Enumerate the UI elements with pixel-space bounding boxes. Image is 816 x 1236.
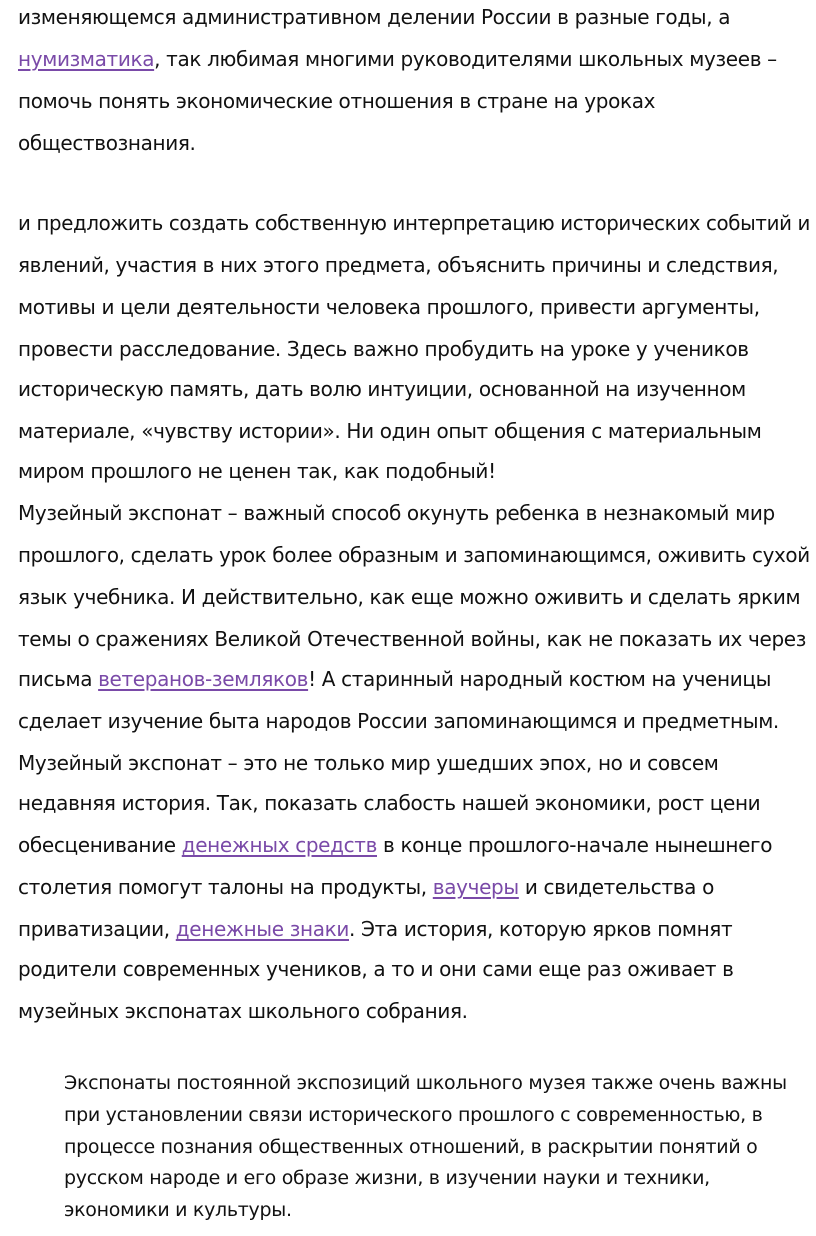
text-span: недавняя история. Так, показать слабость нашей экономики, рост цени (18, 791, 761, 815)
link-veterans[interactable]: ветеранов-земляков (98, 667, 309, 691)
text-span: обществознания. (18, 131, 196, 155)
text-span: миром прошлого не ценен так, как подобный! (18, 459, 496, 483)
paragraph-line (18, 627, 806, 651)
text-span: материале, «чувству истории». Ни один опыт общения с материальным (18, 419, 762, 443)
paragraph-line (18, 131, 196, 155)
link-banknotes[interactable]: денежные знаки (175, 917, 349, 941)
paragraph-line (18, 337, 749, 361)
paragraph-line (18, 89, 655, 113)
text-span: столетия помогут талоны на продукты, (18, 875, 433, 899)
paragraph-line (18, 459, 496, 483)
paragraph-line (18, 47, 777, 71)
paragraph-line (64, 1135, 757, 1159)
link-money-funds[interactable]: денежных средств (181, 833, 377, 857)
paragraph-line (18, 917, 732, 941)
text-span: темы о сражениях Великой Отечественной войны, как не показать их через (18, 627, 807, 651)
paragraph-line (18, 585, 800, 609)
paragraph-line (18, 5, 730, 29)
text-span: Музейный экспонат – важный способ окунуть ребенка в незнакомый мир (18, 501, 775, 525)
text-span: , так любимая многими руководителями школьных музеев – (154, 47, 777, 71)
paragraph-line (18, 709, 779, 733)
paragraph-line (18, 751, 719, 775)
text-span: музейных экспонатах школьного собрания. (18, 999, 468, 1023)
text-span: обесценивание (18, 833, 182, 857)
paragraph-line (18, 253, 778, 277)
text-span: при установлении связи исторического прошлого с современностью, в (64, 1104, 763, 1126)
text-span: и предложить создать собственную интерпретацию исторических событий и (18, 211, 811, 235)
paragraph-line (18, 667, 771, 691)
text-span: Музейный экспонат – это не только мир ушедших эпох, но и совсем (18, 751, 719, 775)
text-span: в конце прошлого-начале нынешнего (377, 833, 773, 857)
paragraph-line (18, 501, 775, 525)
paragraph-line (18, 999, 468, 1023)
text-span: прошлого, сделать урок более образным и запоминающимся, оживить сухой (18, 543, 810, 567)
paragraph-line (64, 1071, 787, 1095)
link-numismatics[interactable]: нумизматика (18, 47, 155, 71)
paragraph-line (18, 791, 760, 815)
text-span: . Эта история, которую ярков помнят (349, 917, 733, 941)
paragraph-line (18, 377, 746, 401)
text-span: родители современных учеников, а то и они сами еще раз оживает в (18, 957, 734, 981)
text-span: историческую память, дать волю интуиции, основанной на изученном (18, 377, 746, 401)
paragraph-line (64, 1166, 710, 1190)
text-span: провести расследование. Здесь важно пробудить на уроке у учеников (18, 337, 749, 361)
link-vouchers[interactable]: ваучеры (432, 875, 519, 899)
paragraph-line (64, 1198, 292, 1222)
text-span: русском народе и его образе жизни, в изучении науки и техники, (64, 1167, 710, 1189)
paragraph-line (18, 543, 810, 567)
paragraph-line (18, 211, 810, 235)
text-span: письма (18, 667, 99, 691)
paragraph-line (18, 957, 734, 981)
text-span: явлений, участия в них этого предмета, объяснить причины и следствия, (18, 253, 779, 277)
text-span: и свидетельства о (518, 875, 714, 899)
paragraph-line (18, 875, 714, 899)
text-span: приватизации, (18, 917, 176, 941)
text-span: мотивы и цели деятельности человека прошлого, привести аргументы, (18, 295, 760, 319)
paragraph-line (64, 1103, 762, 1127)
text-span: ! А старинный народный костюм на ученицы (308, 667, 772, 691)
text-span: экономики и культуры. (64, 1199, 292, 1221)
text-span: сделает изучение быта народов России запоминающимся и предметным. (18, 709, 779, 733)
paragraph-line (18, 833, 772, 857)
text-span: язык учебника. И действительно, как еще можно оживить и сделать ярким (18, 585, 801, 609)
text-span: помочь понять экономические отношения в стране на уроках (18, 89, 656, 113)
text-span: изменяющемся административном делении России в разные годы, а (18, 5, 731, 29)
paragraph-line (18, 419, 761, 443)
paragraph-line (18, 295, 760, 319)
text-span: Экспонаты постоянной экспозиций школьного музея также очень важны (64, 1072, 787, 1094)
text-span: процессе познания общественных отношений, в раскрытии понятий о (64, 1136, 758, 1158)
